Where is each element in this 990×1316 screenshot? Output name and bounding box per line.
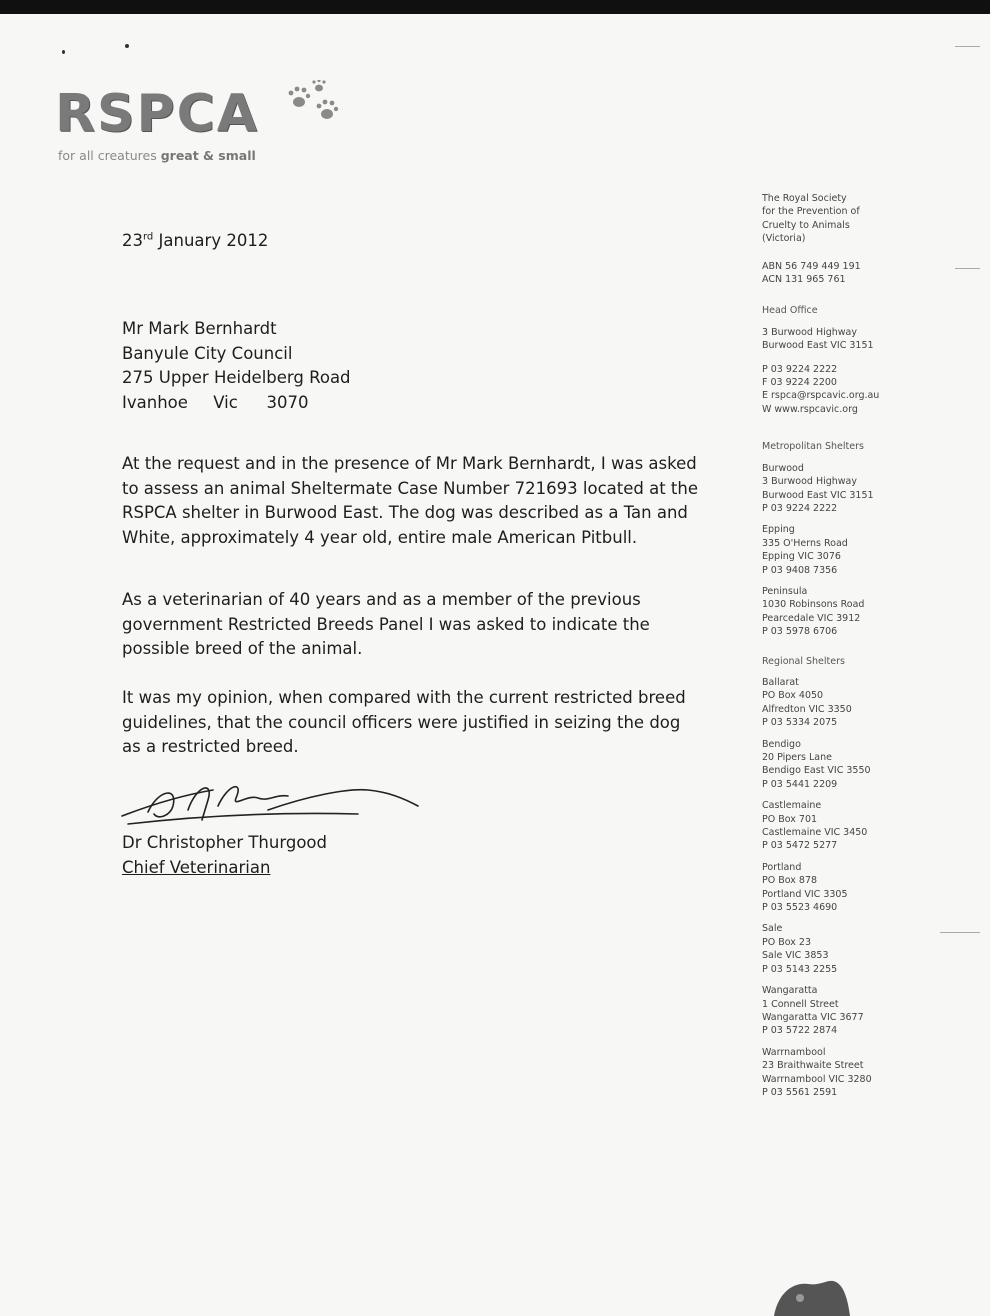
society-line: Cruelty to Animals — [762, 219, 850, 231]
tagline-emphasis: great & small — [160, 148, 256, 163]
head-office — [762, 304, 962, 416]
shelter-entry — [762, 738, 962, 792]
shelter-entry — [762, 861, 962, 915]
shelter-line: 1 Connell Street — [762, 998, 839, 1010]
regional-shelters — [762, 655, 962, 1100]
society-line: for the Prevention of — [762, 206, 860, 218]
signer-block — [122, 831, 327, 880]
shelter-line: PO Box 701 — [762, 813, 818, 825]
shelter-line: Epping VIC 3076 — [762, 551, 841, 563]
signer-name: Dr Christopher Thurgood — [122, 833, 327, 852]
head-office-email: E rspca@rspcavic.org.au — [762, 390, 880, 402]
date-suffix: rd — [143, 231, 154, 243]
shelter-line: 335 O'Herns Road — [762, 537, 848, 549]
shelter-entry — [762, 1046, 962, 1100]
recipient-suburb: Ivanhoe — [122, 392, 188, 412]
body-paragraph: At the request and in the presence of Mr Mark Bernhardt, I was asked to assess an animal Sheltermate Case Number 721693 located at the RSPCA shelter in Burwood East. The dog was described as a Tan and White, approximately 4 year old, entire male American Pitbull. — [122, 454, 699, 547]
head-office-website: W www.rspcavic.org — [762, 403, 858, 415]
recipient-state: Vic — [213, 392, 238, 412]
recipient-address — [122, 317, 351, 415]
body-paragraph: As a veterinarian of 40 years and as a member of the previous government Restricted Breeds Panel I was asked to indicate the possible breed of the animal. — [122, 590, 650, 658]
head-office-phone: P 03 9224 2222 — [762, 363, 838, 375]
regional-heading: Regional Shelters — [762, 655, 845, 667]
letter-page — [0, 14, 990, 1316]
shelter-name: Burwood — [762, 462, 804, 474]
shelter-line: PO Box 23 — [762, 936, 811, 948]
head-office-fax: F 03 9224 2200 — [762, 377, 837, 389]
shelter-phone: P 03 9408 7356 — [762, 564, 838, 576]
dust-speck — [125, 44, 129, 48]
shelter-phone: P 03 5143 2255 — [762, 963, 838, 975]
scan-artifact — [955, 46, 980, 47]
shelter-entry — [762, 799, 962, 853]
shelter-line: Portland VIC 3305 — [762, 888, 848, 900]
paw-prints-icon — [285, 80, 365, 130]
shelter-entry — [762, 676, 962, 730]
shelter-line: Wangaratta VIC 3677 — [762, 1011, 864, 1023]
shelter-line: Pearcedale VIC 3912 — [762, 612, 861, 624]
shelter-phone: P 03 5978 6706 — [762, 626, 838, 638]
society-line: The Royal Society — [762, 193, 847, 204]
scan-artifact — [955, 268, 980, 269]
shelter-phone: P 03 5441 2209 — [762, 778, 838, 790]
logo-tagline — [58, 148, 256, 163]
shelter-name: Ballarat — [762, 676, 799, 688]
shelter-entry — [762, 585, 962, 639]
head-office-locality: Burwood East VIC 3151 — [762, 340, 874, 352]
letter-date — [122, 229, 268, 254]
shelter-line: 23 Braithwaite Street — [762, 1060, 864, 1072]
abn-number: ABN 56 749 449 191 — [762, 260, 861, 272]
tagline-prefix: for all creatures — [58, 148, 161, 163]
organisation-sidebar — [762, 192, 962, 1109]
logo-wordmark: RSPCA — [55, 84, 260, 144]
shelter-name: Wangaratta — [762, 985, 818, 997]
shelter-name: Bendigo — [762, 738, 801, 750]
shelter-line: Sale VIC 3853 — [762, 950, 829, 962]
shelter-entry — [762, 922, 962, 976]
signer-title: Chief Veterinarian — [122, 857, 271, 877]
shelter-name: Portland — [762, 861, 802, 873]
head-office-heading: Head Office — [762, 305, 818, 317]
shelter-entry — [762, 523, 962, 577]
shelter-line: Burwood East VIC 3151 — [762, 489, 874, 501]
shelter-name: Epping — [762, 524, 795, 536]
acn-number: ACN 131 965 761 — [762, 274, 846, 286]
shelter-phone: P 03 5472 5277 — [762, 840, 838, 852]
scan-border — [0, 0, 990, 14]
shelter-name: Peninsula — [762, 585, 808, 597]
date-rest: January 2012 — [153, 231, 269, 250]
shelter-line: 20 Pipers Lane — [762, 752, 832, 763]
shelter-phone: P 03 9224 2222 — [762, 502, 838, 514]
shelter-line: 3 Burwood Highway — [762, 476, 857, 488]
scan-artifact — [940, 932, 980, 933]
shelter-line: PO Box 4050 — [762, 690, 824, 702]
body-paragraph: It was my opinion, when compared with the current restricted breed guidelines, that the council officers were justified in seizing the dog as a restricted breed. — [122, 688, 686, 756]
shelter-name: Warrnambool — [762, 1046, 826, 1058]
shelter-line: 1030 Robinsons Road — [762, 599, 865, 611]
rspca-logo — [55, 84, 260, 144]
date-day: 23 — [122, 231, 143, 250]
shelter-phone: P 03 5523 4690 — [762, 902, 838, 914]
recipient-locality — [122, 391, 351, 416]
shelter-phone: P 03 5334 2075 — [762, 717, 838, 729]
recipient-name: Mr Mark Bernhardt — [122, 319, 277, 338]
metro-heading: Metropolitan Shelters — [762, 441, 864, 453]
shelter-entry — [762, 984, 962, 1038]
shelter-phone: P 03 5561 2591 — [762, 1086, 838, 1098]
handwritten-signature — [118, 776, 428, 831]
shelter-line: Bendigo East VIC 3550 — [762, 765, 871, 777]
shelter-name: Castlemaine — [762, 800, 822, 812]
dust-speck — [62, 50, 65, 54]
society-line: (Victoria) — [762, 233, 806, 245]
society-name — [762, 192, 962, 246]
recipient-org: Banyule City Council — [122, 343, 293, 363]
head-office-street: 3 Burwood Highway — [762, 326, 857, 338]
shelter-line: Warrnambool VIC 3280 — [762, 1073, 872, 1085]
shelter-line: PO Box 878 — [762, 875, 818, 887]
metro-shelters — [762, 440, 962, 638]
shelter-line: Alfredton VIC 3350 — [762, 703, 852, 715]
shelter-phone: P 03 5722 2874 — [762, 1025, 838, 1037]
shelter-line: Castlemaine VIC 3450 — [762, 827, 868, 839]
shelter-name: Sale — [762, 923, 783, 935]
recipient-postcode: 3070 — [266, 392, 309, 412]
recipient-street: 275 Upper Heidelberg Road — [122, 368, 351, 387]
watermark-animal-icon — [770, 1276, 850, 1316]
registration-numbers — [762, 260, 962, 287]
shelter-entry — [762, 462, 962, 516]
